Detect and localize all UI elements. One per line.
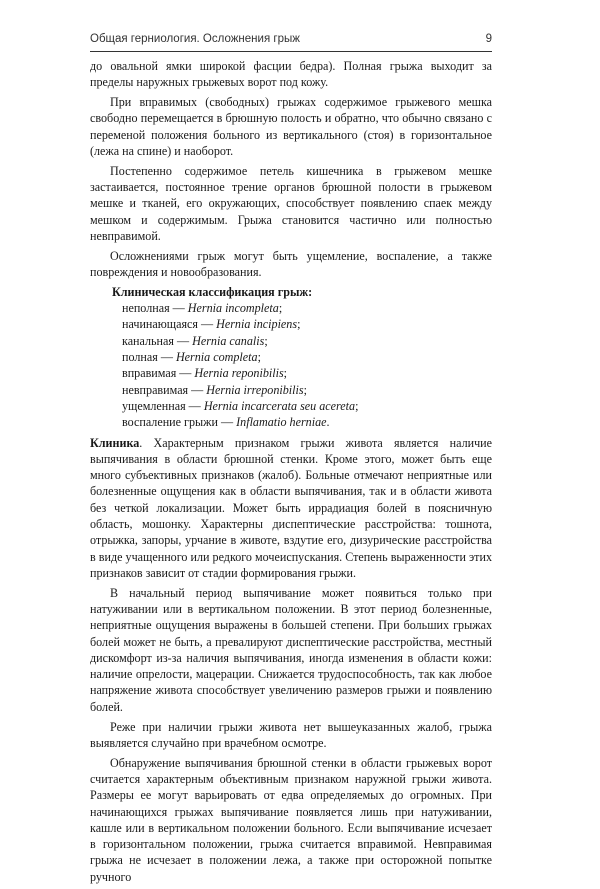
header-rule	[90, 51, 492, 52]
clinic-paragraph	[90, 435, 492, 582]
page-body	[90, 58, 492, 889]
classification-item: ущемленная — Hernia incarcerata seu acereta;	[122, 398, 359, 413]
paragraph: до овальной ямки широкой фасции бедра). Полная грыжа выходит за пределы наружных грыжевых ворот под кожу.	[90, 59, 492, 90]
classification-item: вправимая — Hernia reponibilis;	[122, 366, 288, 381]
paragraph: Постепенно содержимое петель кишечника в грыжевом мешке застаивается, постоянное трение органов брюшной полости в грыжевом мешке и тканей, его окружающих, способствует появлению спаек между мешком и содержимым. Грыжа становится частично или полностью невправимой.	[90, 163, 492, 243]
paragraph: Осложнениями грыж могут быть ущемление, воспаление, а также повреждения и новообразования.	[90, 248, 492, 280]
clinic-lead: Клиника	[90, 435, 140, 450]
paragraph: При вправимых (свободных) грыжах содержимое грыжевого мешка свободно перемещается в брюшную полость и обратно, что обычно связано с переменой положения больного из вертикального (стоя) в горизонтальное (лежа на спине) и наоборот.	[90, 95, 492, 158]
classification-item: начинающаяся — Hernia incipiens;	[122, 317, 301, 332]
chapter-title: Общая герниология. Осложнения грыж	[90, 33, 300, 45]
classification-item: неполная — Hernia incompleta;	[122, 301, 283, 316]
running-head	[90, 33, 492, 45]
classification-item: полная — Hernia completa;	[122, 350, 261, 365]
page-number: 9	[485, 33, 492, 45]
paragraph: Обнаружение выпячивания брюшной стенки в области грыжевых ворот считается характерным объективным признаком наружной грыжи живота. Размеры ее могут варьировать от едва определяемых до огромных. При начинающихся грыжах выпячивание появляется лишь при натуживании, кашле или в вертикальном положении больного. Если выпячивание исчезает в горизонтальном положении, грыжа считается вправимой. Невправимая грыжа не исчезает в положении лежа, а также при осторожной попытке ручного	[90, 755, 492, 884]
classification-item: воспаление грыжи — Inflamatio herniae.	[122, 415, 330, 430]
classification-title: Клиническая классификация грыж:	[112, 284, 313, 299]
classification-item: невправимая — Hernia irreponibilis;	[122, 382, 307, 397]
paragraph: Реже при наличии грыжи живота нет вышеуказанных жалоб, грыжа выявляется случайно при врачебном осмотре.	[90, 719, 492, 750]
paragraph: В начальный период выпячивание может появиться только при натуживании или в вертикальном положении. В этот период болезненные, неприятные ощущения выражены в большей степени. При больших грыжах болей может не быть, а превалируют диспептические расстройства, местный дискомфорт из-за наличия выпячивания, иногда изменения в области кожи: наличие опрелости, мацерации. Снижается трудоспособность, так как любое напряжение живота способствует увеличению размеров грыжи и появлению болей.	[90, 585, 492, 714]
classification-list	[90, 300, 492, 430]
clinic-text: . Характерным признаком грыжи живота является наличие выпячивания в области брюшной стенки. Кроме этого, может быть еще много субъективных признаков (жалоб). Больные отмечают неприятные или болезненные ощущения как в области выпячивания, так и в области живота без четкой локализации. Может быть иррадиация болей в поясничную область, мошонку. Характерны диспептические расстройства: тошнота, отрыжка, запоры, урчание в животе, вздутие его, дизурические расстройства в виде учащенного или редкого мочеиспускания. Степень выраженности этих признаков зависит от стадии формирования грыжи.	[90, 435, 492, 580]
classification-item: канальная — Hernia canalis;	[122, 333, 268, 348]
